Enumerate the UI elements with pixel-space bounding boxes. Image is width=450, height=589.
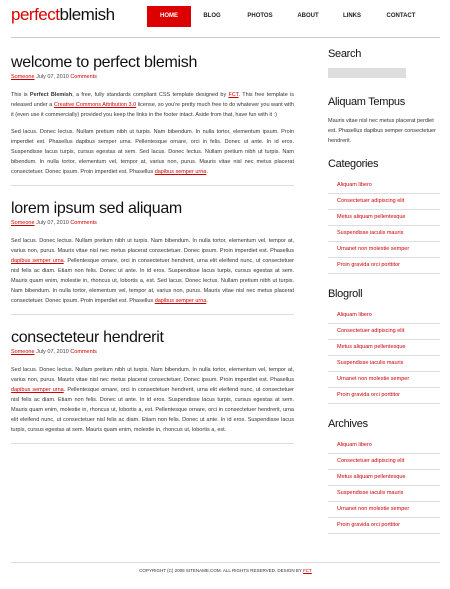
post-author-link[interactable]: Someone [11, 220, 35, 226]
post-paragraph [11, 90, 294, 120]
post-divider [11, 314, 294, 315]
post-divider [11, 443, 294, 444]
post-comments-link[interactable]: Comments [70, 220, 97, 226]
blogroll-link[interactable]: Proin gravida orci porttitor [328, 388, 440, 404]
inline-link[interactable]: dapibus semper urna [154, 169, 207, 175]
text-span: , a free, fully standards compliant CSS template designed by [72, 92, 229, 98]
text-span: license, so you're pretty much free to do whatever you want with it (even use it commercially) provided you keep the links in the footer intact. Aside from that, have fun with it :) [11, 102, 294, 118]
main-nav [147, 6, 427, 27]
category-link[interactable]: Suspendisse iaculis mauris [328, 226, 440, 242]
post-paragraph [11, 236, 294, 306]
post-author-link[interactable]: Someone [11, 74, 35, 80]
archive-link[interactable]: Suspendisse iaculis mauris [328, 486, 440, 502]
blogroll-link[interactable]: Aliquam libero [328, 308, 440, 324]
blogroll-link[interactable]: Metus aliquam pellentesque [328, 340, 440, 356]
archive-link[interactable]: Metus aliquam pellentesque [328, 470, 440, 486]
post-comments-link[interactable]: Comments [70, 74, 97, 80]
category-link[interactable]: Aliquam libero [328, 178, 440, 194]
nav-photos[interactable]: PHOTOS [247, 13, 273, 19]
post-comments-link[interactable]: Comments [70, 349, 97, 355]
post-meta [11, 74, 294, 80]
blogroll-list [328, 308, 440, 404]
footer [11, 562, 440, 573]
nav-blog[interactable]: BLOG [203, 13, 221, 19]
post [11, 329, 294, 444]
header [0, 0, 450, 36]
header-divider [11, 37, 440, 38]
post-meta [11, 220, 294, 226]
blogroll-link[interactable]: Suspendisse iaculis mauris [328, 356, 440, 372]
text-span: . Pellentesque ornare, orci in consectetuer hendrerit, urna elit eleifend nunc, ut consectetuer nisl felis ac diam. Etiam non felis. Donec ut ante. In id eros. Suspendisse lacus turpis, cursus egestas at sem. Mauris quam enim, molestie in, rhoncus ut, lobortis a, est. Sed lacus. Donec lectus. Nullam pretium nibh ut turpis. Nam bibendum. In nulla tortor, elementum vel, tempor at, varius non, purus. Mauris vitae nisl nec metus placerat consectetuer. Donec ipsum. Proin imperdiet est. Phasellus [11, 258, 294, 304]
post-title[interactable]: lorem ipsum sed aliquam [11, 200, 182, 217]
nav-contact[interactable]: CONTACT [386, 13, 416, 19]
bold-text: Perfect Blemish [29, 92, 73, 98]
inline-link[interactable]: dapibus semper urna [11, 387, 64, 393]
sidebar [328, 48, 440, 548]
category-link[interactable]: Metus aliquam pellentesque [328, 210, 440, 226]
post-title[interactable]: welcome to perfect blemish [11, 54, 198, 71]
logo-part2: blemish [59, 5, 115, 24]
post-date: July 07, 2010 [36, 74, 69, 80]
text-span: . [206, 298, 208, 304]
post-title[interactable]: consecteteur hendrerit [11, 329, 164, 346]
archives-heading: Archives [328, 418, 368, 430]
text-span: Sed lacus. Donec lectus. Nullam pretium nibh ut turpis. Nam bibendum. In nulla tortor, elementum ipsum. Proin imperdiet est. Phasellus dapibus semper urna. Pellentesque ornare, orci in felis. Donec ut ante. In id eros. Suspendisse lacus turpis, cursus egestas at sem. Sed lacus. Donec lectus. Nullam pretium nibh ut turpis. Nam bibendum. In nulla tortor, elementum vel, tempor at, varius non, purus. Mauris vitae nisl nec metus placerat consectetuer. Donec ipsum. Proin imperdiet est. Phasellus [11, 129, 294, 175]
post [11, 54, 294, 186]
inline-link[interactable]: dapibus semper urna [154, 298, 207, 304]
archive-link[interactable]: Proin gravida orci porttitor [328, 518, 440, 534]
logo-part1: perfect [11, 5, 60, 24]
main-content [11, 44, 294, 444]
post-divider [11, 185, 294, 186]
archive-link[interactable]: Urnanet non molestie semper [328, 502, 440, 518]
blogroll-link[interactable]: Consectetuer adipiscing elit [328, 324, 440, 340]
text-span: This is [11, 92, 30, 98]
post [11, 200, 294, 315]
search-input[interactable] [328, 68, 406, 78]
archives-list [328, 438, 440, 534]
search-heading: Search [328, 48, 362, 60]
text-span: . This free template is released under a [11, 92, 295, 108]
categories-list [328, 178, 440, 274]
text-span: . Pellentesque ornare, orci in consectetuer hendrerit, urna elit eleifend nunc, ut consectetuer nisl felis ac diam. Etiam non felis. Donec ut ante. In id eros. Suspendisse lacus turpis, cursus egestas at sem. Mauris quam enim, molestie in, rhoncus ut, lobortis a, est. Pellentesque ornare, orci in consectetuer hendrerit, urna elit eleifend nunc, ut consectetuer nisl felis ac diam. Etiam non felis. Donec ut ante. In id eros. Suspendisse lacus turpis, cursus egestas at sem. Mauris quam enim, molestie in, rhoncus ut, lobortis a, est. [11, 387, 294, 433]
category-link[interactable]: Urnanet non molestie semper [328, 242, 440, 258]
nav-about[interactable]: ABOUT [297, 13, 319, 19]
post-date: July 07, 2010 [36, 220, 69, 226]
nav-links[interactable]: LINKS [343, 13, 361, 19]
post-author-link[interactable]: Someone [11, 349, 35, 355]
aliquam-text: Mauris vitae nisl nec metus placerat perdiet est. Phasellus dapibus semper consectetuer hendrerit. [328, 118, 436, 144]
post-meta [11, 349, 294, 355]
aliquam-heading: Aliquam Tempus [328, 96, 405, 108]
text-span: . [206, 169, 208, 175]
nav-home[interactable]: HOME [147, 6, 191, 27]
category-link[interactable]: Proin gravida orci porttitor [328, 258, 440, 274]
post-date: July 07, 2010 [36, 349, 69, 355]
text-span: Sed lacus. Donec lectus. Nullam pretium nibh ut turpis. Nam bibendum. In nulla tortor, elementum vel, tempor at, varius non, purus. Mauris vitae nisl nec metus placerat consectetuer. Donec ipsum. Proin imperdiet est. Phasellus [11, 238, 294, 254]
archive-link[interactable]: Aliquam libero [328, 438, 440, 454]
category-link[interactable]: Consectetuer adipiscing elit [328, 194, 440, 210]
post-paragraph [11, 365, 294, 435]
text-span: Sed lacus. Donec lectus. Nullam pretium nibh ut turpis. Nam bibendum. In nulla tortor, elementum vel, tempor at, varius non, purus. Mauris vitae nisl nec metus placerat consectetuer. Donec ipsum. Proin imperdiet est. Phasellus [11, 367, 294, 383]
archive-link[interactable]: Consectetuer adipiscing elit [328, 454, 440, 470]
fct-link[interactable]: FCT [228, 92, 239, 98]
license-link[interactable]: Creative Commons Attribution 3.0 [53, 102, 137, 108]
footer-text: COPYRIGHT (C) 2008 SITENAME.COM. ALL RIGHTS RESERVED. DESIGN BY [139, 568, 304, 573]
blogroll-heading: Blogroll [328, 288, 363, 300]
blogroll-link[interactable]: Urnanet non molestie semper [328, 372, 440, 388]
categories-heading: Categories [328, 158, 379, 170]
post-paragraph [11, 127, 294, 177]
inline-link[interactable]: dapibus semper urna [11, 258, 64, 264]
footer-link[interactable]: FCT [303, 568, 312, 573]
site-logo[interactable] [11, 5, 115, 25]
